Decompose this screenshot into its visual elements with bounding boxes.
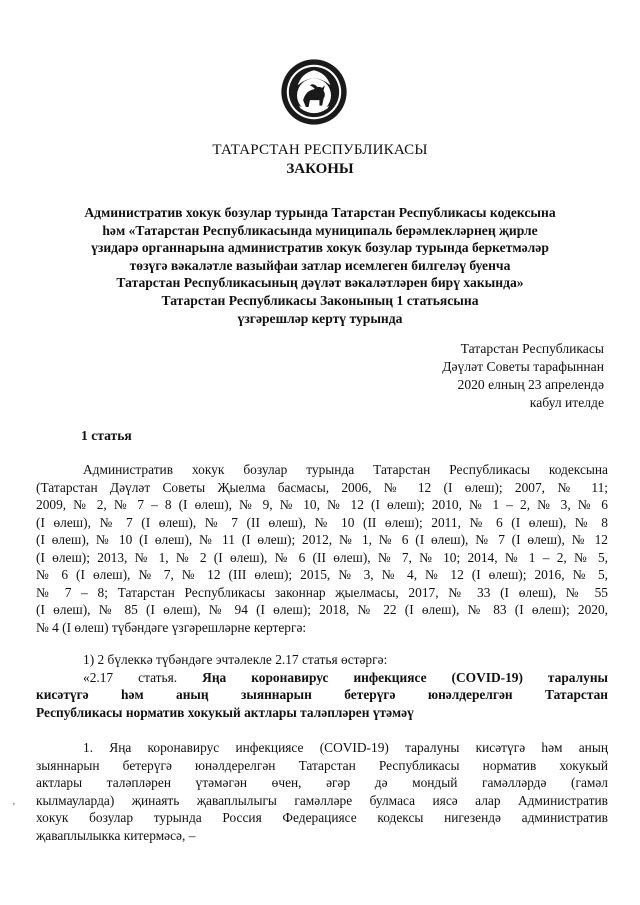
margin-mark: ' [13, 802, 15, 813]
subject-line: Татарстан Республикасы Законының 1 статьясына [161, 292, 479, 308]
paragraph-line: хокук бозулар турында Россия Федерациясе кодексы нигезендә административ [36, 810, 608, 825]
paragraph-line: (I өлеш), № 7 (I өлеш), № 7 (II өлеш), № 10 (II өлеш); 2011, № 6 (I өлеш), № 8 [36, 514, 608, 530]
paragraph-line: Административ хокук бозулар турында Татарстан Республикасы кодексына [83, 462, 608, 477]
item-1-block [36, 651, 608, 721]
adoption-line: кабул ителде [529, 395, 604, 410]
item-1-intro: 1) 2 бүлеккә түбәндәге эчтәлекле 2.17 статья өстәргә: [83, 652, 388, 667]
subject-line: һәм «Татарстан Республикасында муниципаль берәмлекләрнең җирле [102, 222, 538, 238]
paragraph-line: 2009, № 2, № 7 – 8 (I өлеш), № 9, № 10, № 12 (I өлеш); 2010, № 1 – 2, № 3, № 6 [36, 497, 608, 512]
tatarstan-emblem-icon [280, 58, 348, 126]
paragraph-line: (I өлеш); 2013, № 1, № 2 (I өлеш), № 6 (II өлеш), № 7, № 10; 2014, № 1 – 2, № 5, [36, 549, 608, 565]
adoption-line: Татарстан Республикасы [460, 341, 604, 356]
paragraph-line: 1. Яңа коронавирус инфекциясе (COVID-19) таралуны кисәтүгә һәм аның [83, 740, 608, 755]
article-2-17-part-1 [36, 739, 608, 844]
paragraph-line: № 6 (I өлеш), № 7, № 12 (III өлеш); 2015, № 3, № 4, № 12 (I өлеш); 2016, № 5, [36, 567, 608, 582]
article-paragraph-amendment [36, 461, 608, 636]
paragraph-line: кылмауларда) җинаять җаваплылыгы гамәлләре булмаса иясә алар Административ [36, 792, 608, 808]
adoption-block [442, 340, 604, 412]
subject-line: үзгәрешләр кертү турында [237, 310, 403, 326]
subject-line: төзүгә вәкаләтле вазыйфаи затлар исемлеген билгеләү буенча [129, 257, 511, 273]
article-2-17-title-line: кисәтүгә һәм аның зыяннарын бетерүгә юнәлдерелгән Татарстан [36, 687, 608, 702]
laws-title: ЗАКОНЫ [286, 161, 354, 177]
subject-line: Татарстан Республикасының дәүләт вәкаләтләрен бирү хакында» [116, 275, 524, 291]
law-subject [40, 204, 600, 327]
article-heading: 1 статья [81, 428, 132, 443]
subject-line: үзидарә органнарына административ хокук бозулар турында беркетмәләр [91, 240, 549, 256]
article-2-17-prefix: «2.17 статья. [83, 669, 178, 685]
article-2-17-title-line [36, 669, 608, 687]
paragraph-line: зыяннарын бетерүгә юнәлдерелгән Татарстан Республикасы норматив хокукый [36, 757, 608, 773]
paragraph-line: № 7 – 8; Татарстан Республикасы законнар җыелмасы, 2017, № 33 (I өлеш), № 55 [36, 584, 608, 600]
adoption-line: Дәүләт Советы тарафыннан [442, 359, 604, 374]
paragraph-line: (Татарстан Дәүләт Советы Җыелма басмасы, 2006, № 12 (I өлеш); 2007, № 11; [36, 479, 608, 495]
paragraph-line: № 4 (I өлеш) түбәндәге үзгәрешләрне кертергә: [36, 619, 307, 635]
paragraph-line: җаваплылыкка китермәсә, – [36, 827, 196, 843]
adoption-line: 2020 елның 23 апрелендә [457, 377, 604, 392]
article-2-17-title-line: Республикасы норматив хокукый актлары таләпләрен үтәмәү [36, 704, 414, 720]
republic-title: ТАТАРСТАН РЕСПУБЛИКАСЫ [212, 142, 428, 158]
paragraph-line: (I өлеш), № 85 (I өлеш), № 94 (I өлеш); 2018, № 22 (I өлеш), № 83 (I өлеш); 2020, [36, 602, 608, 617]
paragraph-line: (I өлеш), № 10 (I өлеш), № 11 (I өлеш); 2012, № 1, № 6 (I өлеш), № 7 (I өлеш), № 12 [36, 532, 608, 547]
subject-line: Административ хокук бозулар турында Татарстан Республикасы кодексына [84, 205, 556, 220]
paragraph-line: актлары таләпләрен үтәмәгән өчен, әгәр дә мондый гамәлләрдә (гамәл [36, 775, 608, 790]
article-2-17-title-bold: Яңа коронавирус инфекциясе (COVID-19) таралуны [202, 669, 609, 685]
